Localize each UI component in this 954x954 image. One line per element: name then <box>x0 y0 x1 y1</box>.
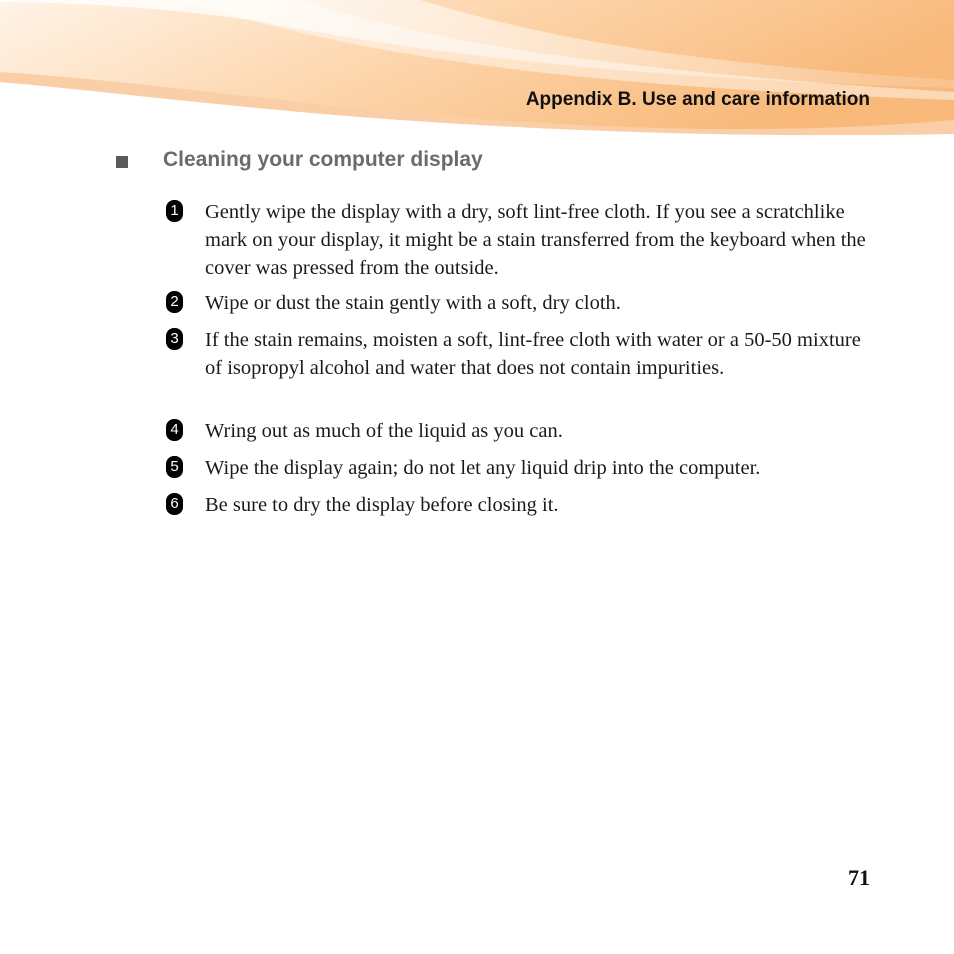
step-text: Be sure to dry the display before closing it. <box>205 494 559 516</box>
step-number-badge: 3 <box>166 328 183 350</box>
step-number-badge: 4 <box>166 419 183 441</box>
step-text: Gently wipe the display with a dry, soft lint-free cloth. If you see a scratchlike mark on your display, it might be a stain transferred from the keyboard when the cover was pressed from the outside. <box>205 201 866 279</box>
step-text: Wipe or dust the stain gently with a soft, dry cloth. <box>205 292 621 314</box>
step-number-badge: 5 <box>166 456 183 478</box>
step-text: Wring out as much of the liquid as you can. <box>205 420 563 442</box>
square-bullet-icon <box>116 156 128 168</box>
step-number-badge: 1 <box>166 200 183 222</box>
running-header: Appendix B. Use and care information <box>525 89 870 110</box>
step-text: If the stain remains, moisten a soft, lint-free cloth with water or a 50-50 mixture of isopropyl alcohol and water that does not contain impurities. <box>205 329 861 379</box>
section-heading <box>116 148 876 178</box>
page-number: 71 <box>848 865 870 890</box>
header-decoration <box>0 0 954 140</box>
step-number-badge: 2 <box>166 291 183 313</box>
section-title: Cleaning your computer display <box>163 148 483 171</box>
step-text: Wipe the display again; do not let any liquid drip into the computer. <box>205 457 761 479</box>
step-number-badge: 6 <box>166 493 183 515</box>
